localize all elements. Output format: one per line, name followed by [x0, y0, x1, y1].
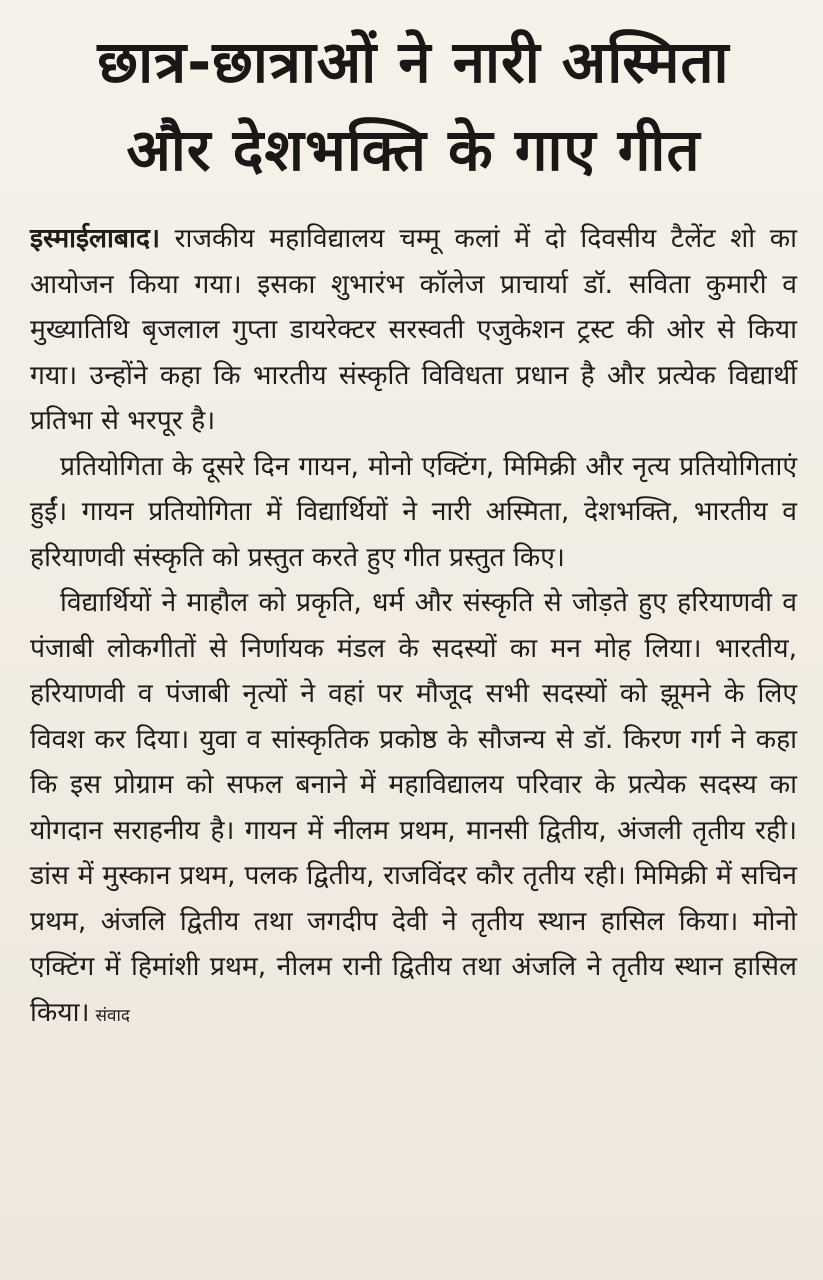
paragraph-2: प्रतियोगिता के दूसरे दिन गायन, मोनो एक्टिंग, मिमिक्री और नृत्य प्रतियोगिताएं हुईं। गायन प्रतियोगिता में विद्यार्थियों ने नारी अस्मिता, देशभक्ति, भारतीय व हरियाणवी संस्कृति को प्रस्तुत करते हुए गीत प्रस्तुत किए। — [30, 450, 797, 573]
paragraph-3-text: विद्यार्थियों ने माहौल को प्रकृति, धर्म और संस्कृति से जोड़ते हुए हरियाणवी व पंजाबी लोकगीतों से निर्णायक मंडल के सदस्यों का मन मोह लिया। भारतीय, हरियाणवी व पंजाबी नृत्यों ने वहां पर मौजूद सभी सदस्यों को झूमने के लिए विवश कर दिया। युवा व सांस्कृतिक प्रकोष्ठ के सौजन्य से डॉ. किरण गर्ग ने कहा कि इस प्रोग्राम को सफल बनाने में महाविद्यालय परिवार के प्रत्येक सदस्य का योगदान सराहनीय है। गायन में नीलम प्रथम, मानसी द्वितीय, अंजली तृतीय रही। डांस में मुस्कान प्रथम, पलक द्वितीय, राजविंदर कौर तृतीय रही। मिमिक्री में सचिन प्रथम, अंजलि द्वितीय तथा जगदीप देवी ने तृतीय स्थान हासिल किया। मोनो एक्टिंग में हिमांशी प्रथम, नीलम रानी द्वितीय तथा अंजलि ने तृतीय स्थान हासिल किया। — [30, 587, 797, 1028]
paragraph-1 — [30, 216, 797, 444]
article-body — [30, 216, 797, 1039]
headline — [30, 18, 797, 194]
headline-line-2: और देशभक्ति के गाए गीत — [126, 116, 701, 184]
dateline: इस्माईलाबाद। — [30, 223, 160, 254]
paragraph-3 — [30, 580, 797, 1039]
headline-line-1: छात्र-छात्राओं ने नारी अस्मिता — [97, 28, 730, 96]
byline-credit: संवाद — [95, 1005, 130, 1026]
paragraph-1-text: राजकीय महाविद्यालय चम्मू कलां में दो दिवसीय टैलेंट शो का आयोजन किया गया। इसका शुभारंभ कॉलेज प्राचार्या डॉ. सविता कुमारी व मुख्यातिथि बृजलाल गुप्ता डायरेक्टर सरस्वती एजुकेशन ट्रस्ट की ओर से किया गया। उन्होंने कहा कि भारतीय संस्कृति विविधता प्रधान है और प्रत्येक विद्यार्थी प्रतिभा से भरपूर है। — [30, 223, 797, 436]
